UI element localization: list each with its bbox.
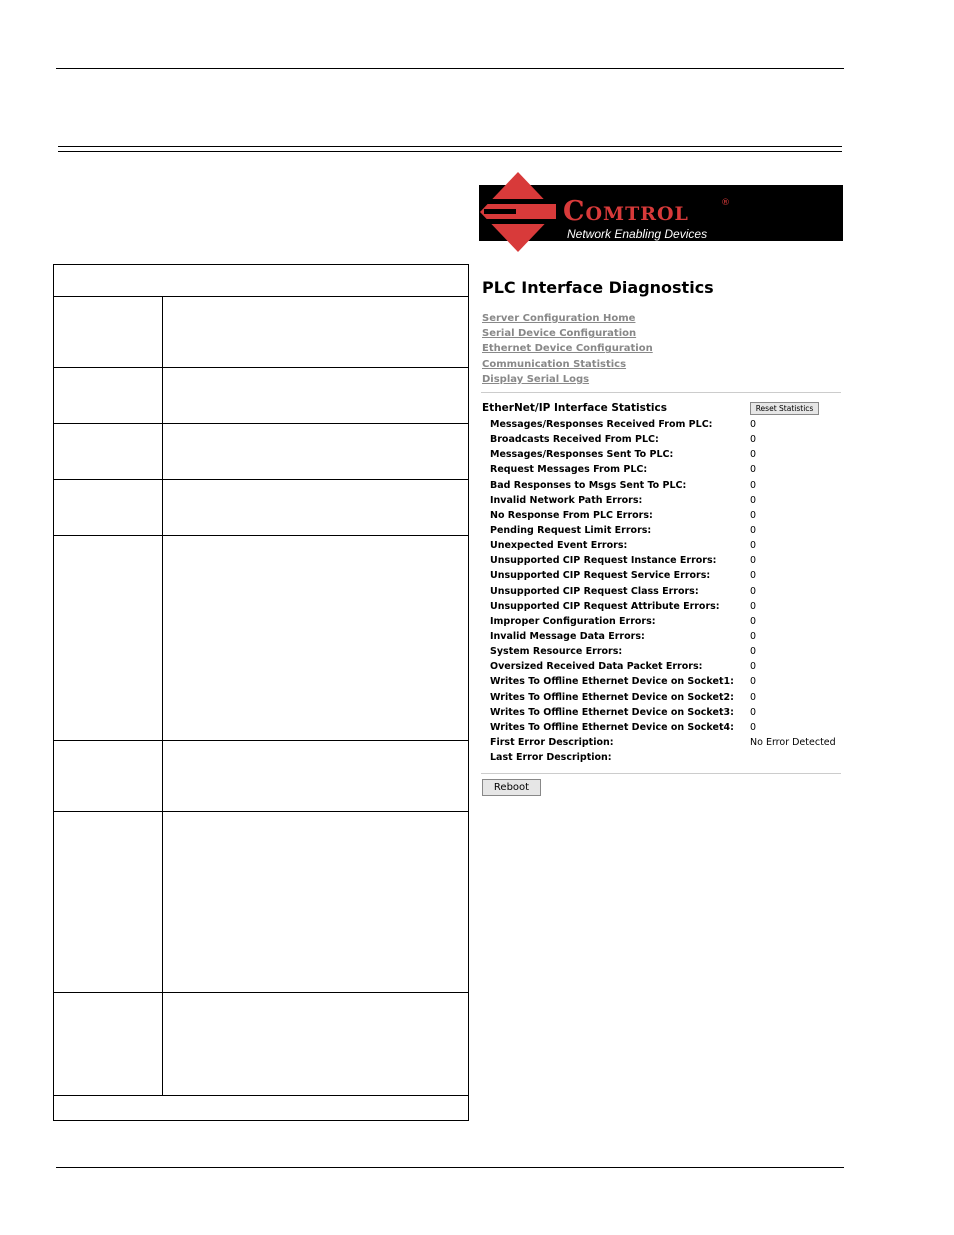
stat-label: Writes To Offline Ethernet Device on Socket2: — [490, 691, 734, 703]
table-row-divider — [54, 1095, 468, 1096]
stat-row — [490, 540, 850, 555]
stat-label: Writes To Offline Ethernet Device on Socket1: — [490, 676, 734, 688]
stat-label: Broadcasts Received From PLC: — [490, 434, 659, 446]
stat-label: Invalid Network Path Errors: — [490, 494, 643, 506]
stat-row — [490, 434, 850, 449]
stat-value: 0 — [750, 464, 757, 476]
stat-label: Messages/Responses Received From PLC: — [490, 419, 713, 430]
separator — [481, 392, 841, 393]
table-row-divider — [54, 992, 468, 993]
stat-value: 0 — [750, 570, 757, 582]
stat-value: No Error Detected — [750, 736, 836, 748]
stat-row — [490, 480, 850, 495]
stat-row — [490, 586, 850, 601]
brand-tagline: Network Enabling Devices — [567, 227, 708, 241]
reboot-button[interactable]: Reboot — [482, 779, 541, 796]
stat-value: 0 — [750, 479, 757, 491]
stat-label: Writes To Offline Ethernet Device on Socket3: — [490, 706, 734, 718]
stat-row — [490, 570, 850, 585]
stat-row — [490, 692, 850, 707]
header-rule — [56, 68, 844, 69]
stat-value: 0 — [750, 646, 757, 658]
stat-value: 0 — [750, 585, 757, 597]
table-row-divider — [54, 479, 468, 480]
stat-value: 0 — [750, 615, 757, 627]
stat-value: 0 — [750, 434, 757, 446]
stat-label: No Response From PLC Errors: — [490, 509, 653, 521]
stat-row — [490, 631, 850, 646]
link-server-configuration-home[interactable]: Server Configuration Home — [482, 313, 636, 324]
brand-name: Comtrol — [563, 196, 689, 227]
link-serial-device-configuration[interactable]: Serial Device Configuration — [482, 328, 637, 340]
table-row-divider — [54, 296, 468, 297]
stat-row — [490, 646, 850, 661]
stat-row — [490, 419, 850, 434]
table-row-divider — [54, 367, 468, 368]
table-row-divider — [54, 535, 468, 536]
section-rule-bottom — [58, 151, 842, 152]
stat-label: Unsupported CIP Request Attribute Errors: — [490, 600, 720, 612]
stat-row — [490, 464, 850, 479]
table-column-divider — [162, 296, 163, 1095]
stat-row — [490, 722, 850, 737]
stat-value: 0 — [750, 630, 757, 642]
stat-row — [490, 449, 850, 464]
stat-value: 0 — [750, 449, 757, 461]
registered-mark: ® — [721, 198, 730, 208]
stat-row — [490, 495, 850, 510]
link-communication-statistics[interactable]: Communication Statistics — [482, 358, 627, 370]
stat-row — [490, 737, 850, 752]
stat-label: Last Error Description: — [490, 752, 612, 764]
stat-value: 0 — [750, 691, 757, 703]
separator — [481, 773, 841, 774]
stat-row — [490, 601, 850, 616]
stat-row — [490, 525, 850, 540]
stat-row — [490, 510, 850, 525]
stat-label: Oversized Received Data Packet Errors: — [490, 661, 703, 673]
stat-value: 0 — [750, 676, 757, 688]
stat-value: 0 — [750, 419, 757, 430]
stat-label: Invalid Message Data Errors: — [490, 630, 645, 642]
stat-row — [490, 707, 850, 722]
stats-table — [490, 419, 850, 767]
stat-label: Bad Responses to Msgs Sent To PLC: — [490, 479, 687, 491]
stat-value: 0 — [750, 524, 757, 536]
footer-rule — [56, 1167, 844, 1168]
stat-label: Unsupported CIP Request Service Errors: — [490, 570, 711, 582]
table-row-divider — [54, 423, 468, 424]
stat-label: Pending Request Limit Errors: — [490, 524, 652, 536]
stat-row — [490, 676, 850, 691]
stat-label: Unexpected Event Errors: — [490, 540, 628, 552]
section-rule-top — [58, 146, 842, 147]
stat-value: 0 — [750, 706, 757, 718]
stat-value: 0 — [750, 661, 757, 673]
stat-label: Writes To Offline Ethernet Device on Socket4: — [490, 721, 734, 733]
stat-label: System Resource Errors: — [490, 646, 623, 658]
stat-value: 0 — [750, 555, 757, 567]
reference-table — [53, 264, 469, 1121]
page-title: PLC Interface Diagnostics — [482, 278, 714, 297]
stat-label: Unsupported CIP Request Instance Errors: — [490, 555, 717, 567]
stat-value: 0 — [750, 721, 757, 733]
stat-value: 0 — [750, 494, 757, 506]
stat-value: 0 — [750, 509, 757, 521]
stat-label: Messages/Responses Sent To PLC: — [490, 449, 674, 461]
table-row-divider — [54, 811, 468, 812]
stat-label: Request Messages From PLC: — [490, 464, 648, 476]
stat-label: Unsupported CIP Request Class Errors: — [490, 585, 699, 597]
stat-row — [490, 661, 850, 676]
stat-row — [490, 752, 850, 767]
table-row-divider — [54, 740, 468, 741]
stat-row — [490, 555, 850, 570]
reset-statistics-button[interactable]: Reset Statistics — [750, 402, 819, 415]
stat-value: 0 — [750, 600, 757, 612]
stat-row — [490, 616, 850, 631]
link-display-serial-logs[interactable]: Display Serial Logs — [482, 373, 590, 385]
stat-label: First Error Description: — [490, 736, 614, 748]
nav-links — [482, 311, 653, 387]
link-ethernet-device-configuration[interactable]: Ethernet Device Configuration — [482, 343, 653, 355]
stats-title: EtherNet/IP Interface Statistics — [482, 402, 667, 414]
stat-value: 0 — [750, 540, 757, 552]
stat-label: Improper Configuration Errors: — [490, 615, 656, 627]
comtrol-logo-icon — [480, 172, 560, 254]
